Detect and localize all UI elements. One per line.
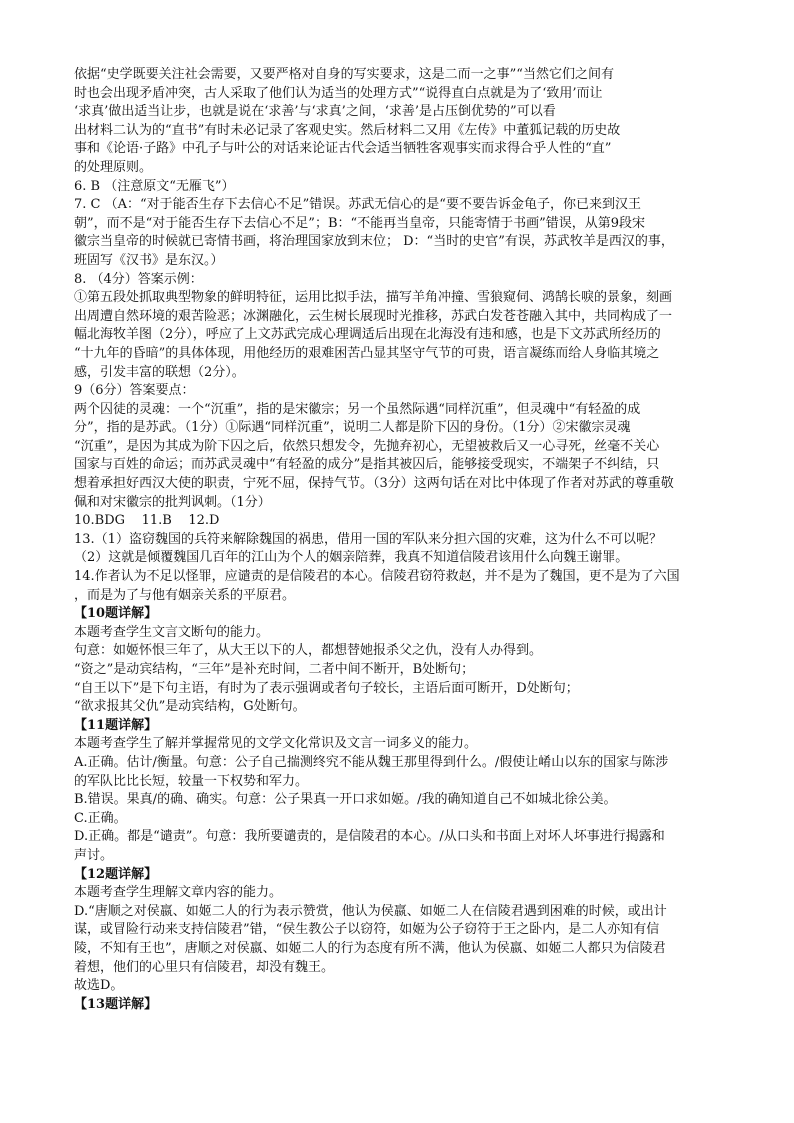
text-line: ①第五段处抓取典型物象的鲜明特征，运用比拟手法，描写羊角冲撞、雪狼窥伺、鸿鹄长唳的景象，刻画 <box>74 290 673 306</box>
text-line: “十九年的昏暗”的具体体现，用他经历的艰难困苦凸显其坚守气节的可贵，语言凝练而给人身临其境之 <box>74 345 660 361</box>
answer-13: 13.（1）盗窃魏国的兵符来解除魏国的祸患，借用一国的军队来分担六国的灾难，这为什么不可以呢？ <box>74 531 662 547</box>
text-line: “自王以下”是下句主语，有时为了表示强调或者句子较长，主语后面可断开，D处断句； <box>74 680 579 696</box>
text-line: B.错误。果真/的确、确实。句意：公子果真一开口求如姬。/我的确知道自己不如城北徐公美。 <box>74 792 617 808</box>
text-line: D.正确。都是“谴责”。句意：我所要谴责的，是信陵君的本心。/从口头和书面上对坏人坏事进行揭露和 <box>74 829 665 845</box>
text-line: 谋，或冒险行动来支持信陵君”错，“侯生教公子以窃符，如姬为公子窃符于王之卧内，是二人亦知有信 <box>74 922 660 938</box>
text-line: ，而是为了与他有姻亲关系的平原君。 <box>74 587 296 603</box>
text-line: 本题考查学生理解文章内容的能力。 <box>74 885 283 901</box>
text-line: 班固写《汉书》是东汉。） <box>74 252 224 268</box>
text-line: “资之”是动宾结构，“三年”是补充时间，二者中间不断开，B处断句； <box>74 662 475 677</box>
document-page <box>74 66 726 1014</box>
text-line: ‘求真’做出适当让步，也就是说在‘求善’与‘求真’之间，‘求善’是占压倒优势的”可以看 <box>74 104 556 120</box>
text-line: 国家与百姓的命运；而苏武灵魂中“有轻盈的成分”是指其被囚后，能够接受现实，不端架子不纠结，只 <box>74 457 660 473</box>
text-line: 佩和对宋徽宗的批判讽刺。（1分） <box>74 494 271 510</box>
section-heading-13: 【13题详解】 <box>74 996 158 1012</box>
text-line: 时也会出现矛盾冲突，古人采取了他们认为适当的处理方式”“说得直白点就是为了‘致用’而让 <box>74 85 603 101</box>
text-line: 幅北海牧羊图（2分），呼应了上文苏武完成心理调适后出现在北海没有违和感，也是下文苏武所经历的 <box>74 327 661 343</box>
section-heading-10: 【10题详解】 <box>74 606 158 622</box>
text-line: 声讨。 <box>74 847 114 863</box>
text-line: （2）这就是倾覆魏国几百年的江山为个人的姻亲陪葬，我真不知道信陵君该用什么向魏王谢罪。 <box>74 550 629 566</box>
text-line: 分”，指的是苏武。（1分）①际遇“同样沉重”，说明二人都是阶下囚的身份。（1分）②宋徽宗灵魂 <box>74 420 631 436</box>
section-heading-11: 【11题详解】 <box>74 717 158 733</box>
text-line: 着想，他们的心里只有信陵君，却没有魏王。 <box>74 959 335 975</box>
text-line: 本题考查学生文言文断句的能力。 <box>74 624 270 640</box>
text-line: 感，引发丰富的联想（2分）。 <box>74 364 245 380</box>
text-line: 两个囚徒的灵魂：一个“沉重”，指的是宋徽宗；另一个虽然际遇“同样沉重”，但灵魂中“有轻盈的成 <box>74 401 641 417</box>
answer-7: 7. C （A：“对于能否生存下去信心不足”错误。苏武无信心的是“要不要告诉金龟子，你已来到汉王 <box>74 197 641 213</box>
text-line: “欲求报其父仇”是动宾结构，G处断句。 <box>74 699 306 715</box>
text-line: 想着承担好西汉大使的职责，宁死不屈，保持气节。（3分）这两句话在对比中体现了作者对苏武的尊重敬 <box>74 476 674 492</box>
text-line: C.正确。 <box>74 810 127 826</box>
text-line: 事和《论语·子路》中孔子与叶公的对话来论证古代会适当牺牲客观事实而求得合乎人性的“直” <box>74 141 612 157</box>
text-line: 依据“史学既要关注社会需要，又要严格对自身的写实要求，这是二而一之事”“当然它们之间有 <box>74 67 614 82</box>
text-line: 的处理原则。 <box>74 159 153 175</box>
text-line: 徽宗当皇帝的时候就已寄情书画，将治理国家放到末位； D：“当时的史官”有误，苏武牧羊是西汉的事， <box>74 234 674 250</box>
text-line: 的军队比比长短，较量一下权势和军力。 <box>74 773 309 789</box>
answers-10-12: 10.BDG 11.B 12.D <box>74 513 220 529</box>
text-line: A.正确。估计/衡量。句意：公子自己揣测终究不能从魏王那里得到什么。/假使让崤山以东的国家与陈涉 <box>74 754 669 770</box>
section-heading-12: 【12题详解】 <box>74 866 158 882</box>
text-line: D.“唐顺之对侯嬴、如姬二人的行为表示赞赏，他认为侯嬴、如姬二人在信陵君遇到困难的时候，或出计 <box>74 903 667 919</box>
text-line: 朝”，而不是“对于能否生存下去信心不足”；B：“不能再当皇帝，只能寄情于书画”错误，从第9段宋 <box>74 215 646 231</box>
text-line: 句意：如姬怀恨三年了，从大王以下的人，都想替她报杀父之仇，没有人办得到。 <box>74 643 543 659</box>
answer-9: 9（6分）答案要点： <box>74 383 195 399</box>
text-line: “沉重”，是因为其成为阶下囚之后，依然只想发令，先抛弃初心，无望被救后又一心寻死，丝毫不关心 <box>74 438 660 454</box>
answer-8: 8. （4分）答案示例： <box>74 271 203 287</box>
text-line: 陵，不知有王也”，唐顺之对侯嬴、如姬二人的行为态度有所不满，他认为侯嬴、如姬二人都只为信陵君 <box>74 940 666 956</box>
answer-6: 6. B （注意原文“无雁飞”） <box>74 178 235 194</box>
answer-14: 14.作者认为不足以怪罪，应谴责的是信陵君的本心。信陵君窃符救赵，并不是为了魏国，更不是为了六国 <box>74 569 680 585</box>
text-line: 出周遭自然环境的艰苦险恶；冰渊融化，云生树长展现时光推移，苏武白发苍苍融入其中，共同构成了一 <box>74 308 673 324</box>
text-line: 出材料二认为的“直书”有时未必记录了客观史实。然后材料二又用《左传》中董狐记载的历史故 <box>74 122 621 138</box>
text-line: 故选D。 <box>74 978 124 994</box>
text-line: 本题考查学生了解并掌握常见的文学文化常识及文言一词多义的能力。 <box>74 736 478 752</box>
